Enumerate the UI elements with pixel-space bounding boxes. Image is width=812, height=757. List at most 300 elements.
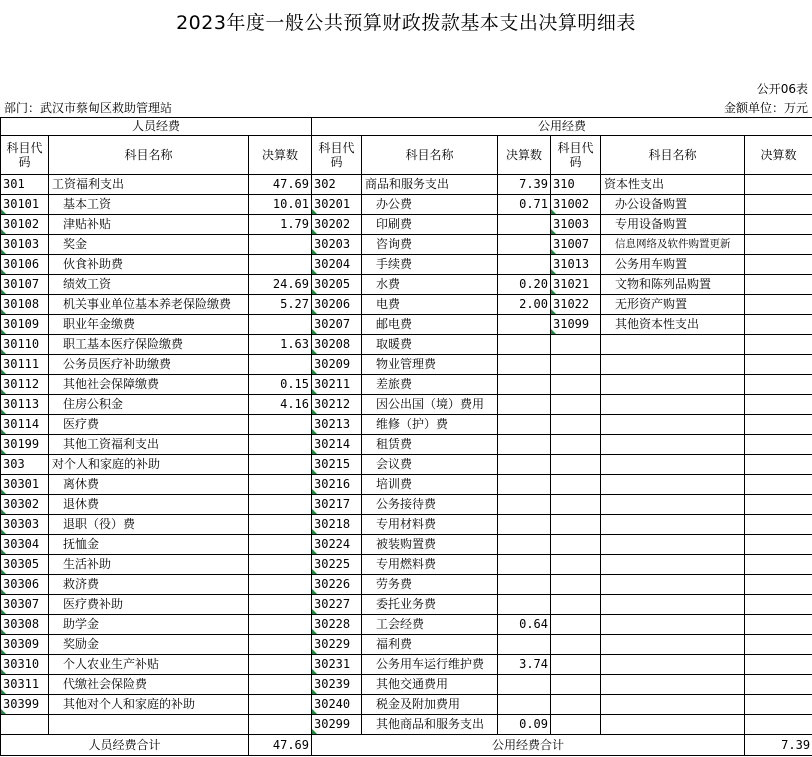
cell-code — [551, 615, 601, 635]
cell-code: 30307 — [1, 595, 49, 615]
cell-amount — [498, 455, 551, 475]
cell-code: 301 — [1, 175, 49, 195]
cell-name: 邮电费 — [362, 315, 498, 335]
cell-code: 30218 — [312, 515, 362, 535]
cell-code: 30111 — [1, 355, 49, 375]
cell-code: 30399 — [1, 695, 49, 715]
table-row — [1, 195, 812, 215]
cell-name: 维修（护）费 — [362, 415, 498, 435]
cell-code: 30102 — [1, 215, 49, 235]
table-row — [1, 215, 812, 235]
cell-name: 生活补助 — [49, 555, 249, 575]
cell-name: 其他社会保障缴费 — [49, 375, 249, 395]
cell-name: 培训费 — [362, 475, 498, 495]
cell-name — [601, 455, 745, 475]
cell-name: 因公出国（境）费用 — [362, 395, 498, 415]
cell-code: 302 — [312, 175, 362, 195]
cell-amount: 4.16 — [249, 395, 312, 415]
cell-amount: 0.71 — [498, 195, 551, 215]
cell-code: 30107 — [1, 275, 49, 295]
cell-amount — [249, 255, 312, 275]
cell-code — [551, 455, 601, 475]
cell-code — [551, 695, 601, 715]
cell-name — [601, 395, 745, 415]
table-row — [1, 275, 812, 295]
cell-amount — [498, 215, 551, 235]
cell-name: 办公费 — [362, 195, 498, 215]
cell-amount — [745, 535, 812, 555]
table-row — [1, 355, 812, 375]
cell-name: 津贴补贴 — [49, 215, 249, 235]
cell-amount — [745, 335, 812, 355]
cell-name — [601, 675, 745, 695]
cell-name: 取暖费 — [362, 335, 498, 355]
cell-amount: 7.39 — [498, 175, 551, 195]
table-row — [1, 555, 812, 575]
cell-amount: 0.64 — [498, 615, 551, 635]
cell-code: 30227 — [312, 595, 362, 615]
cell-name: 奖金 — [49, 235, 249, 255]
cell-code — [551, 415, 601, 435]
cell-name: 公务用车运行维护费 — [362, 655, 498, 675]
cell-amount — [498, 375, 551, 395]
cell-code: 30206 — [312, 295, 362, 315]
cell-name: 伙食补助费 — [49, 255, 249, 275]
cell-code: 30207 — [312, 315, 362, 335]
cell-code: 30209 — [312, 355, 362, 375]
cell-name: 租赁费 — [362, 435, 498, 455]
public-total-amount: 7.39 — [745, 735, 812, 756]
cell-code — [551, 335, 601, 355]
cell-amount: 3.74 — [498, 655, 551, 675]
cell-amount: 0.20 — [498, 275, 551, 295]
cell-amount — [249, 575, 312, 595]
cell-name — [601, 515, 745, 535]
table-row — [1, 375, 812, 395]
cell-code: 30228 — [312, 615, 362, 635]
cell-code: 30303 — [1, 515, 49, 535]
cell-amount — [249, 695, 312, 715]
cell-amount — [249, 535, 312, 555]
cell-code: 30226 — [312, 575, 362, 595]
cell-code: 30306 — [1, 575, 49, 595]
cell-name — [601, 495, 745, 515]
table-row — [1, 655, 812, 675]
cell-name: 抚恤金 — [49, 535, 249, 555]
cell-amount — [745, 235, 812, 255]
cell-code: 30224 — [312, 535, 362, 555]
table-row — [1, 295, 812, 315]
table-row — [1, 595, 812, 615]
cell-name: 福利费 — [362, 635, 498, 655]
cell-amount: 2.00 — [498, 295, 551, 315]
cell-amount: 10.01 — [249, 195, 312, 215]
table-row — [1, 495, 812, 515]
cell-code: 30225 — [312, 555, 362, 575]
cell-name: 文物和陈列品购置 — [601, 275, 745, 295]
cell-code — [551, 515, 601, 535]
cell-amount — [745, 455, 812, 475]
cell-code: 30110 — [1, 335, 49, 355]
cell-amount — [498, 515, 551, 535]
cell-name — [601, 715, 745, 735]
cell-name: 印刷费 — [362, 215, 498, 235]
cell-amount — [745, 415, 812, 435]
col-header-code: 科目代码 — [551, 136, 601, 175]
cell-code: 30112 — [1, 375, 49, 395]
table-row — [1, 235, 812, 255]
cell-code: 30216 — [312, 475, 362, 495]
table-row — [1, 475, 812, 495]
cell-amount — [498, 555, 551, 575]
personnel-total-amount: 47.69 — [249, 735, 312, 756]
cell-name: 资本性支出 — [601, 175, 745, 195]
cell-name: 信息网络及软件购置更新 — [601, 235, 745, 255]
table-body — [1, 175, 812, 735]
table-number: 公开06表 — [756, 82, 808, 96]
cell-name: 奖励金 — [49, 635, 249, 655]
cell-code — [551, 375, 601, 395]
cell-amount — [498, 255, 551, 275]
cell-name — [601, 575, 745, 595]
cell-code: 30114 — [1, 415, 49, 435]
cell-code: 30239 — [312, 675, 362, 695]
cell-amount — [745, 515, 812, 535]
cell-name: 被装购置费 — [362, 535, 498, 555]
cell-name: 其他商品和服务支出 — [362, 715, 498, 735]
cell-code: 30310 — [1, 655, 49, 675]
cell-amount — [249, 635, 312, 655]
cell-name: 税金及附加费用 — [362, 695, 498, 715]
cell-amount — [498, 595, 551, 615]
cell-name — [601, 435, 745, 455]
cell-code: 30302 — [1, 495, 49, 515]
cell-name: 电费 — [362, 295, 498, 315]
cell-amount: 47.69 — [249, 175, 312, 195]
cell-code: 31002 — [551, 195, 601, 215]
cell-name: 公务用车购置 — [601, 255, 745, 275]
expenditure-detail-table — [0, 117, 812, 756]
cell-name: 公务接待费 — [362, 495, 498, 515]
cell-code — [551, 535, 601, 555]
table-row — [1, 435, 812, 455]
cell-name — [601, 355, 745, 375]
cell-code: 30299 — [312, 715, 362, 735]
cell-name: 会议费 — [362, 455, 498, 475]
cell-code: 30205 — [312, 275, 362, 295]
cell-code — [551, 675, 601, 695]
cell-amount — [745, 375, 812, 395]
cell-code — [551, 655, 601, 675]
cell-name: 助学金 — [49, 615, 249, 635]
public-total-label: 公用经费合计 — [312, 735, 745, 756]
cell-name: 工会经费 — [362, 615, 498, 635]
cell-amount — [745, 575, 812, 595]
table-row — [1, 715, 812, 735]
cell-amount: 1.79 — [249, 215, 312, 235]
cell-amount — [498, 315, 551, 335]
cell-amount — [249, 555, 312, 575]
col-header-amount: 决算数 — [745, 136, 812, 175]
cell-amount — [745, 175, 812, 195]
cell-name: 其他交通费用 — [362, 675, 498, 695]
cell-amount: 24.69 — [249, 275, 312, 295]
cell-code: 30201 — [312, 195, 362, 215]
table-row — [1, 675, 812, 695]
cell-amount — [745, 395, 812, 415]
table-row — [1, 695, 812, 715]
col-header-code: 科目代码 — [312, 136, 362, 175]
cell-amount — [745, 595, 812, 615]
cell-code: 30103 — [1, 235, 49, 255]
page-title: 2023年度一般公共预算财政拨款基本支出决算明细表 — [176, 12, 636, 34]
cell-code: 30309 — [1, 635, 49, 655]
cell-code: 30199 — [1, 435, 49, 455]
cell-name — [601, 555, 745, 575]
cell-code: 303 — [1, 455, 49, 475]
cell-code — [551, 495, 601, 515]
cell-amount — [745, 695, 812, 715]
cell-amount — [249, 455, 312, 475]
cell-code: 30311 — [1, 675, 49, 695]
cell-amount — [249, 415, 312, 435]
cell-code: 30204 — [312, 255, 362, 275]
cell-code — [1, 715, 49, 735]
cell-name: 离休费 — [49, 475, 249, 495]
cell-name: 专用材料费 — [362, 515, 498, 535]
table-row — [1, 335, 812, 355]
cell-name: 公务员医疗补助缴费 — [49, 355, 249, 375]
personnel-total-label: 人员经费合计 — [1, 735, 249, 756]
cell-name: 对个人和家庭的补助 — [49, 455, 249, 475]
cell-name: 商品和服务支出 — [362, 175, 498, 195]
cell-name — [601, 535, 745, 555]
table-row — [1, 515, 812, 535]
cell-amount — [498, 475, 551, 495]
cell-code: 30113 — [1, 395, 49, 415]
cell-name: 其他对个人和家庭的补助 — [49, 695, 249, 715]
cell-amount — [745, 315, 812, 335]
cell-amount: 0.09 — [498, 715, 551, 735]
cell-amount — [745, 675, 812, 695]
cell-name: 水费 — [362, 275, 498, 295]
cell-code: 30217 — [312, 495, 362, 515]
cell-name: 委托业务费 — [362, 595, 498, 615]
cell-name: 退职（役）费 — [49, 515, 249, 535]
amount-unit-label: 金额单位：万元 — [723, 101, 808, 115]
cell-amount — [745, 635, 812, 655]
col-header-code: 科目代码 — [1, 136, 49, 175]
cell-code: 30308 — [1, 615, 49, 635]
cell-name: 办公设备购置 — [601, 195, 745, 215]
table-row — [1, 315, 812, 335]
cell-name: 基本工资 — [49, 195, 249, 215]
cell-amount: 0.15 — [249, 375, 312, 395]
cell-code: 31099 — [551, 315, 601, 335]
cell-amount — [745, 295, 812, 315]
cell-code: 30101 — [1, 195, 49, 215]
cell-amount — [745, 495, 812, 515]
cell-amount — [249, 495, 312, 515]
cell-code: 30208 — [312, 335, 362, 355]
cell-amount — [249, 315, 312, 335]
cell-code: 30305 — [1, 555, 49, 575]
cell-amount — [249, 675, 312, 695]
cell-code: 31007 — [551, 235, 601, 255]
cell-amount — [745, 475, 812, 495]
cell-amount — [498, 415, 551, 435]
cell-code — [551, 635, 601, 655]
cell-amount — [745, 715, 812, 735]
cell-code: 30109 — [1, 315, 49, 335]
cell-amount: 1.63 — [249, 335, 312, 355]
cell-name: 退休费 — [49, 495, 249, 515]
cell-amount — [498, 495, 551, 515]
cell-name: 劳务费 — [362, 575, 498, 595]
cell-name: 救济费 — [49, 575, 249, 595]
cell-amount — [249, 655, 312, 675]
cell-code — [551, 715, 601, 735]
cell-code — [551, 555, 601, 575]
cell-name — [601, 335, 745, 355]
cell-code — [551, 435, 601, 455]
cell-name: 机关事业单位基本养老保险缴费 — [49, 295, 249, 315]
table-row — [1, 635, 812, 655]
cell-code: 31003 — [551, 215, 601, 235]
col-header-name: 科目名称 — [49, 136, 249, 175]
cell-amount — [498, 235, 551, 255]
cell-amount — [249, 435, 312, 455]
cell-name — [601, 615, 745, 635]
cell-code: 30203 — [312, 235, 362, 255]
cell-name: 住房公积金 — [49, 395, 249, 415]
cell-amount — [249, 355, 312, 375]
cell-code: 30108 — [1, 295, 49, 315]
cell-code: 31022 — [551, 295, 601, 315]
cell-amount — [745, 195, 812, 215]
cell-code: 30213 — [312, 415, 362, 435]
cell-name: 工资福利支出 — [49, 175, 249, 195]
cell-amount — [498, 575, 551, 595]
cell-name — [601, 595, 745, 615]
cell-name: 绩效工资 — [49, 275, 249, 295]
cell-name: 专用燃料费 — [362, 555, 498, 575]
section-personnel-header: 人员经费 — [1, 118, 312, 136]
cell-amount — [745, 555, 812, 575]
cell-amount: 5.27 — [249, 295, 312, 315]
cell-amount — [745, 255, 812, 275]
cell-code: 30212 — [312, 395, 362, 415]
table-row — [1, 415, 812, 435]
cell-amount — [745, 355, 812, 375]
cell-amount — [498, 335, 551, 355]
cell-amount — [249, 595, 312, 615]
cell-code — [551, 575, 601, 595]
cell-code: 31021 — [551, 275, 601, 295]
cell-name: 代缴社会保险费 — [49, 675, 249, 695]
cell-name — [49, 715, 249, 735]
cell-name: 医疗费 — [49, 415, 249, 435]
cell-amount — [498, 635, 551, 655]
cell-name: 咨询费 — [362, 235, 498, 255]
department-label: 部门：武汉市蔡甸区救助管理站 — [4, 101, 173, 115]
cell-amount — [745, 275, 812, 295]
cell-code — [551, 475, 601, 495]
cell-code: 30211 — [312, 375, 362, 395]
cell-amount — [498, 535, 551, 555]
col-header-amount: 决算数 — [498, 136, 551, 175]
cell-name — [601, 475, 745, 495]
table-row — [1, 175, 812, 195]
cell-code: 31013 — [551, 255, 601, 275]
cell-code: 30214 — [312, 435, 362, 455]
cell-name — [601, 695, 745, 715]
cell-amount — [745, 615, 812, 635]
section-public-header: 公用经费 — [312, 118, 812, 136]
cell-amount — [249, 475, 312, 495]
cell-amount — [498, 695, 551, 715]
table-row — [1, 575, 812, 595]
cell-name: 其他资本性支出 — [601, 315, 745, 335]
table-row — [1, 395, 812, 415]
cell-code — [551, 595, 601, 615]
cell-amount — [249, 615, 312, 635]
cell-name: 其他工资福利支出 — [49, 435, 249, 455]
cell-name: 手续费 — [362, 255, 498, 275]
cell-name — [601, 655, 745, 675]
cell-name: 物业管理费 — [362, 355, 498, 375]
cell-name: 差旅费 — [362, 375, 498, 395]
cell-amount — [745, 435, 812, 455]
cell-amount — [498, 395, 551, 415]
cell-name: 专用设备购置 — [601, 215, 745, 235]
cell-name — [601, 415, 745, 435]
cell-code: 30231 — [312, 655, 362, 675]
cell-code: 30215 — [312, 455, 362, 475]
table-row — [1, 455, 812, 475]
cell-amount — [745, 655, 812, 675]
col-header-amount: 决算数 — [249, 136, 312, 175]
cell-code: 30240 — [312, 695, 362, 715]
table-row — [1, 615, 812, 635]
cell-amount — [498, 355, 551, 375]
cell-name — [601, 635, 745, 655]
cell-amount — [498, 675, 551, 695]
cell-code: 30202 — [312, 215, 362, 235]
cell-name: 职业年金缴费 — [49, 315, 249, 335]
table-row — [1, 255, 812, 275]
cell-code: 30301 — [1, 475, 49, 495]
cell-name — [601, 375, 745, 395]
cell-name: 无形资产购置 — [601, 295, 745, 315]
cell-name: 职工基本医疗保险缴费 — [49, 335, 249, 355]
cell-amount — [745, 215, 812, 235]
cell-code: 30304 — [1, 535, 49, 555]
cell-code: 310 — [551, 175, 601, 195]
table-row — [1, 535, 812, 555]
cell-code — [551, 355, 601, 375]
cell-name: 医疗费补助 — [49, 595, 249, 615]
cell-amount — [249, 235, 312, 255]
cell-amount — [249, 715, 312, 735]
cell-name: 个人农业生产补贴 — [49, 655, 249, 675]
col-header-name: 科目名称 — [362, 136, 498, 175]
cell-amount — [498, 435, 551, 455]
cell-code — [551, 395, 601, 415]
col-header-name: 科目名称 — [601, 136, 745, 175]
cell-amount — [249, 515, 312, 535]
cell-code: 30106 — [1, 255, 49, 275]
